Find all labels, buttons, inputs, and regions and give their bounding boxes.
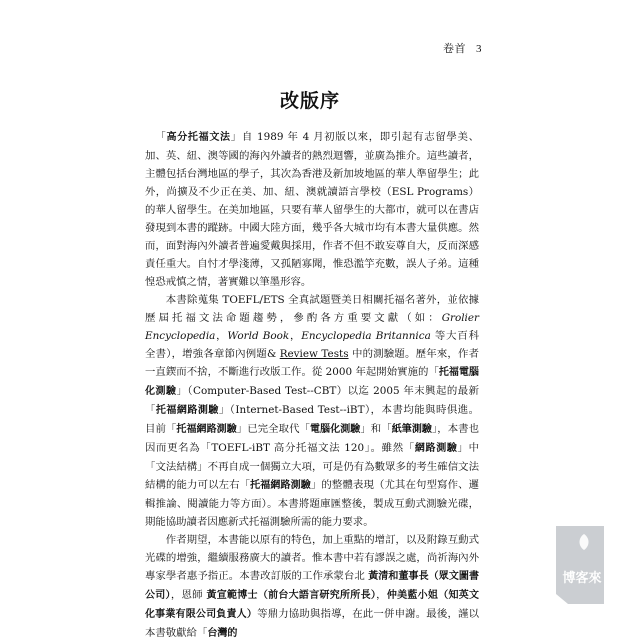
paragraph bbox=[145, 128, 479, 291]
bold-run: 紙筆測驗 bbox=[391, 424, 432, 435]
paragraph bbox=[145, 531, 479, 643]
bold-run: 黃清和董事長（眾文圖書公司） bbox=[145, 571, 479, 601]
text-run: 」中「文法結構」不再自成一個獨立大項，可是仍有為數眾多的考生確信文法結構的能力可以左右「 bbox=[145, 442, 479, 491]
text-run: 等鼎力協助與指導，在此一併申謝。最後，謹以本書敬獻給「 bbox=[145, 608, 480, 639]
text-run: 」（Computer-Based Test--CBT）以迄 2005 年末興起的最新「 bbox=[145, 385, 480, 416]
watermark-text: 博客來 bbox=[562, 571, 602, 586]
page-number: 3 bbox=[476, 43, 482, 55]
bold-run: 托福網路測驗 bbox=[155, 405, 219, 416]
section-label: 卷首 bbox=[443, 42, 466, 55]
paragraph bbox=[145, 291, 479, 531]
bold-run: 托福網路測驗 bbox=[176, 424, 237, 435]
text-run: ，恩師 bbox=[170, 589, 207, 601]
preface-body bbox=[145, 128, 479, 643]
text-run: 」已完全取代「 bbox=[236, 423, 310, 435]
page-title: 改版序 bbox=[279, 90, 340, 112]
text-run: 等大百科全書），增強各章節內例題& bbox=[145, 330, 479, 360]
text-run: ， bbox=[289, 330, 302, 342]
bold-run: 仲美藍小姐（知英文化事業有限公司負責人） bbox=[145, 590, 480, 620]
italic-run: Grolier Encyclopedia bbox=[145, 312, 479, 342]
bold-run: 托福網路測驗 bbox=[250, 480, 311, 491]
text-run: 本書除蒐集 TOEFL/ETS 全真試題暨美日相關托福名著外，並依據歷屆托福文法命題趨勢，參酌各方重要文獻（如： bbox=[145, 294, 479, 324]
bold-run: 托福電腦化測驗 bbox=[145, 367, 480, 397]
bold-run: 高分托福文法 bbox=[166, 132, 231, 143]
bold-run: 網路測驗 bbox=[414, 443, 458, 454]
italic-run: Encyclopedia Britannica bbox=[301, 330, 431, 342]
text-run: 」自 1989 年 4 月初版以來，即引起有志留學美、加、英、紐、澳等國的海內外讀者的熱烈迴響，並廣為推介。這些讀者，主體包括台灣地區的學子，其次為香港及新加坡地區的華人準留學生；此外，尚擴及不少正在美、加、紐、澳就讀語言學校（ESL Programs）的華人留學生。在美加地區，只要有華人留學生的大都市，就可以在書店發現到本書的蹤跡。中國大陸方面，幾乎各大城市均有本書大量供應。然而，面對海內外讀者普遍愛戴與採用，作者不但不敢妄尊自大，反而深感責任重大。自忖才學淺薄，又孤陋寡聞，惟恐濫竽充數，誤人子弟。這種惶恐戒慎之情，著實難以筆墨形容。 bbox=[145, 131, 480, 288]
watermark-logo bbox=[512, 524, 608, 610]
bold-run: 黃宣範博士（前台大語言研究所所長） bbox=[206, 590, 377, 601]
text-run: ， bbox=[376, 589, 387, 601]
running-header bbox=[443, 40, 482, 56]
text-run: 中的測驗題。歷年來，作者一直鍥而不捨，不斷進行改版工作。從 2000 年起開始實施的「 bbox=[145, 348, 479, 378]
bold-run: 電腦化測驗 bbox=[310, 424, 361, 435]
text-run: 」的整體表現（尤其在句型寫作、邏輯推論、閱讀能力等方面）。本書將題庫匯整後，製成互動式測驗光碟，期能協助讀者因應新式托福測驗所需的能力要求。 bbox=[145, 479, 480, 528]
bookstore-logo-icon bbox=[512, 524, 608, 610]
underline-run: Review Tests bbox=[279, 348, 349, 360]
bold-run: 台灣的 bbox=[207, 628, 238, 639]
text-run: 「 bbox=[155, 131, 167, 143]
text-run: 作者期望，本書能以原有的特色，加上重點的增訂，以及附錄互動式光碟的增強，繼續服務廣大的讀者。惟本書中若有謬誤之處，尚祈海內外專家學者惠予指正。本書改訂版的工作承蒙台北 bbox=[145, 534, 479, 582]
text-run: 」（Internet-Based Test--iBT），本書均能與時俱進。目前「 bbox=[145, 404, 480, 435]
text-run: ， bbox=[215, 330, 228, 342]
italic-run: World Book bbox=[227, 330, 290, 342]
text-run: 」，本書也因而更名為「TOEFL-iBT 高分托福文法 120」。雖然「 bbox=[145, 423, 480, 454]
text-run: 」和「 bbox=[360, 423, 392, 435]
